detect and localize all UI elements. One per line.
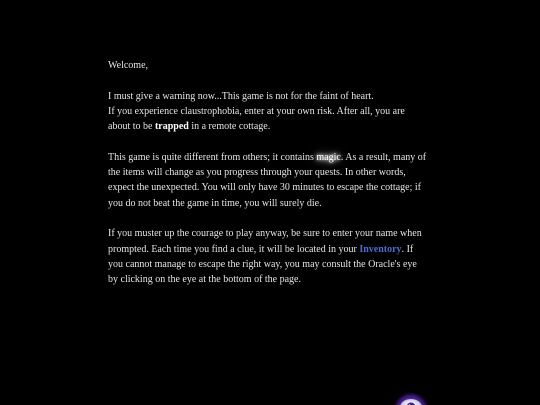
- instructions-line-2: [108, 242, 438, 257]
- magic-line-3: expect the unexpected. You will only have 30 minutes to escape the cottage; if: [108, 182, 421, 194]
- magic-paragraph: [108, 150, 438, 211]
- trapped-emphasis: trapped: [154, 121, 189, 133]
- magic-line-4: you do not beat the game in time, you will surely die.: [108, 197, 322, 209]
- magic-line-1-start: This game is quite different from others; it contains: [108, 151, 314, 163]
- instructions-line-2-end: . If: [401, 243, 414, 255]
- warning-line-3-end: in a remote cottage.: [191, 121, 271, 133]
- oracle-eye-icon[interactable]: [392, 391, 430, 405]
- greeting: [108, 58, 438, 73]
- instructions-line-3: you cannot manage to escape the right way, you may consult the Oracle's eye: [108, 258, 417, 270]
- instructions-line-1: If you muster up the courage to play anyway, be sure to enter your name when: [108, 228, 422, 240]
- intro-text: [108, 58, 438, 303]
- warning-line-1: I must give a warning now...This game is not for the faint of heart.: [108, 90, 374, 102]
- warning-line-2: If you experience claustrophobia, enter at your own risk. After all, you are: [108, 105, 405, 117]
- inventory-link[interactable]: Inventory: [359, 243, 402, 255]
- magic-glow-word: magic: [316, 151, 341, 163]
- warning-paragraph: [108, 89, 438, 135]
- instructions-paragraph: [108, 226, 438, 287]
- warning-line-3-start: about to be: [108, 121, 153, 133]
- magic-line-2: the items will change as you progress through your quests. In other words,: [108, 167, 406, 179]
- instructions-line-2-start: prompted. Each time you find a clue, it will be located in your: [108, 243, 357, 255]
- greeting-text: Welcome,: [108, 60, 149, 71]
- oracle-eye-button[interactable]: [392, 391, 430, 405]
- magic-line-1-end: . As a result, many of: [340, 151, 427, 163]
- magic-line-1: [108, 150, 438, 165]
- instructions-line-4: by clicking on the eye at the bottom of the page.: [108, 274, 301, 286]
- warning-line-3: [108, 119, 438, 134]
